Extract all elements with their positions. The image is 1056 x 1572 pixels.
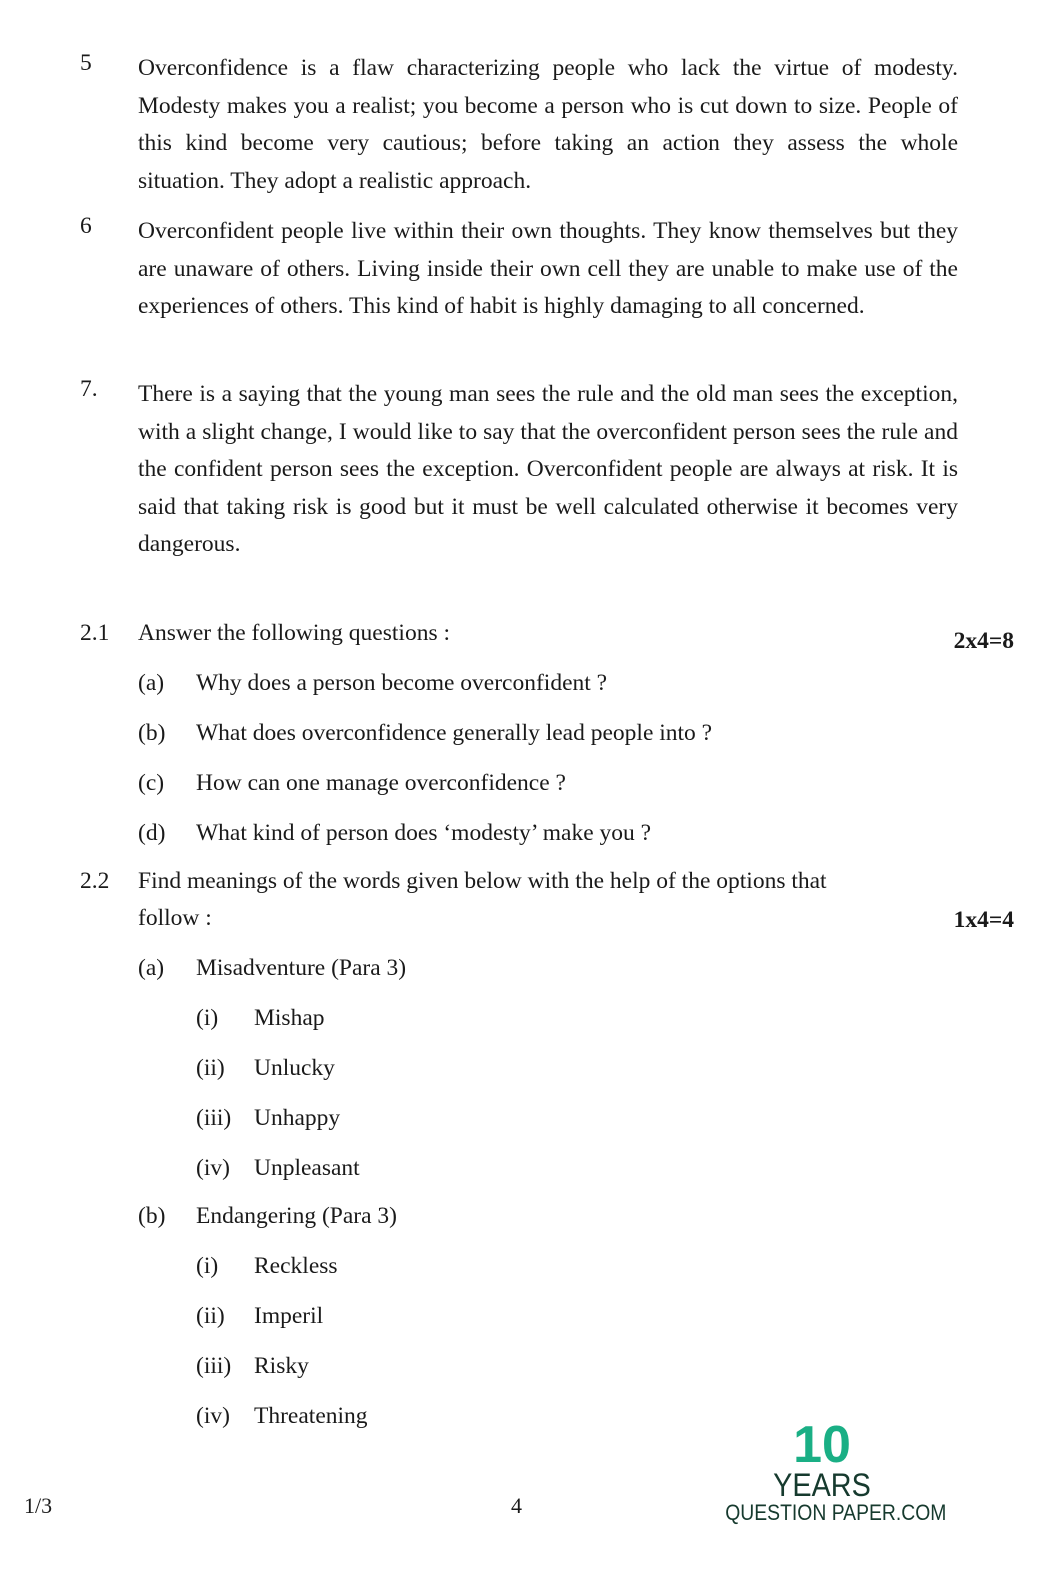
paper-code: 1/3 — [24, 1493, 53, 1518]
page-number: 4 — [511, 1493, 522, 1518]
question-text: Answer the following questions : — [138, 620, 450, 646]
word-item-a: (a) Misadventure (Para 3) — [138, 955, 407, 981]
paragraph-6 — [80, 213, 958, 326]
question-item: (c) How can one manage overconfidence ? — [138, 770, 566, 796]
question-item: (b) What does overconfidence generally lead people into ? — [138, 720, 713, 746]
option: (i) Mishap — [196, 1005, 325, 1031]
question-text: Find meanings of the words given below with the help of the options that — [138, 868, 827, 894]
paragraph-text: There is a saying that the young man sees the rule and the old man sees the exception, with a slight change, I would like to say that the overconfident person sees the rule and the confident person sees the exception. Overconfident people are always at risk. It is said that taking risk is good but it must be well calculated otherwise it becomes very dangerous. — [138, 381, 958, 557]
logo-number: 10 — [793, 1416, 851, 1474]
logo-line2: QUESTION PAPER.COM — [725, 1500, 947, 1525]
paragraph-number: 5 — [80, 50, 92, 76]
question-text-cont: follow : — [138, 905, 212, 931]
logo-line1: YEARS — [773, 1467, 871, 1503]
question-number: 2.1 — [80, 620, 110, 646]
option: (iii) Unhappy — [196, 1105, 341, 1131]
option: (iv) Threatening — [196, 1403, 368, 1429]
question-2-2 — [80, 866, 827, 896]
paragraph-number: 6 — [80, 213, 92, 239]
paragraph-text: Overconfident people live within their own thoughts. They know themselves but they are unaware of others. Living inside their own cell they are unable to make use of the experiences of others. This kind of habit is highly damaging to all concerned. — [138, 218, 958, 319]
question-item: (d) What kind of person does ‘modesty’ make you ? — [138, 820, 652, 846]
question-item: (a) Why does a person become overconfident ? — [138, 670, 608, 696]
site-logo — [712, 1416, 947, 1526]
paragraph-number: 7. — [80, 376, 98, 402]
option: (ii) Unlucky — [196, 1055, 335, 1081]
paragraph-5 — [80, 50, 958, 200]
question-number: 2.2 — [80, 868, 110, 894]
paragraph-text: Overconfidence is a flaw characterizing people who lack the virtue of modesty. Modesty makes you a realist; you become a person who is cut down to size. People of this kind become very cautious; before taking an action they assess the whole situation. They adopt a realistic approach. — [138, 55, 958, 194]
marks-2-1: 2x4=8 — [953, 628, 1014, 654]
option: (i) Reckless — [196, 1253, 338, 1279]
marks-2-2: 1x4=4 — [953, 907, 1014, 933]
option: (iii) Risky — [196, 1353, 309, 1379]
paragraph-7 — [80, 376, 958, 564]
option: (iv) Unpleasant — [196, 1155, 360, 1181]
word-item-b: (b) Endangering (Para 3) — [138, 1203, 397, 1229]
question-2-1 — [80, 618, 450, 648]
option: (ii) Imperil — [196, 1303, 324, 1329]
